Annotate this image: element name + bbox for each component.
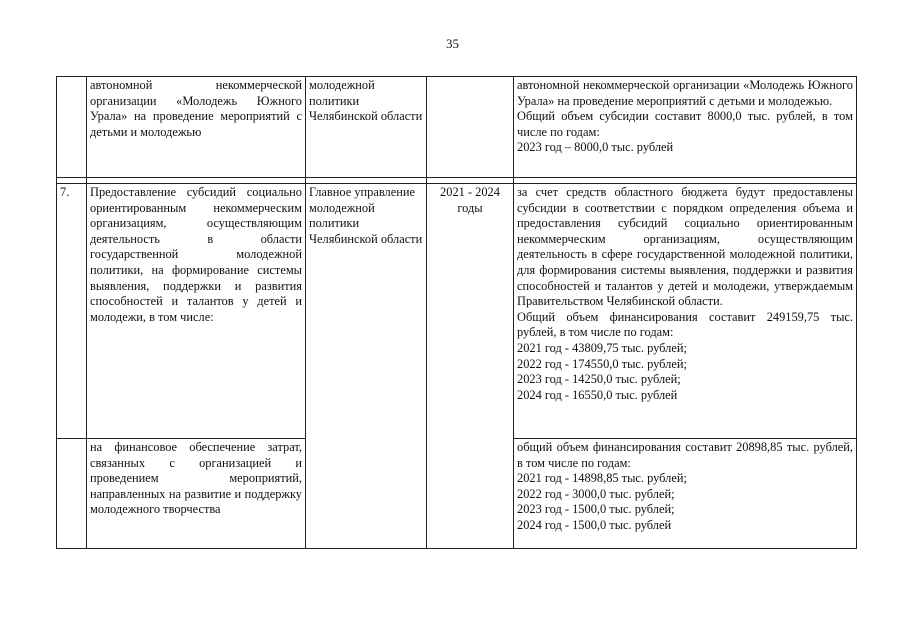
page-number: 35 <box>446 36 459 51</box>
row-number <box>57 439 87 549</box>
row-number: 7. <box>57 184 87 439</box>
event-description: Предоставление субсидий социально ориентированным некоммерческим организациям, осуществляющим деятельность в области государственной молодежной политики, на формирование системы выявления, поддержки и развития способностей и талантов у детей и молодежи, в том числе: <box>87 184 306 439</box>
result-text: 2023 год – 8000,0 тыс. рублей <box>517 140 674 155</box>
result-cell <box>514 439 857 549</box>
executor-cell: молодежной политики Челябинской области <box>306 77 427 178</box>
executor-cell: Главное управление молодежной политики Челябинской области <box>306 184 427 549</box>
result-cell <box>514 77 857 178</box>
program-table <box>56 76 857 549</box>
result-text: 2022 год - 174550,0 тыс. рублей; <box>517 356 687 371</box>
row-number <box>57 77 87 178</box>
result-text: 2021 год - 14898,85 тыс. рублей; <box>517 471 687 486</box>
table-row <box>57 184 857 439</box>
result-cell <box>514 184 857 439</box>
result-text: 2021 год - 43809,75 тыс. рублей; <box>517 340 687 355</box>
result-text: 2023 год - 14250,0 тыс. рублей; <box>517 372 681 387</box>
result-text: за счет средств областного бюджета будут предоставлены субсидии в соответствии с порядком определения объема и предоставления субсидий социально ориентированным некоммерческим организациям, осуществляющим деятельность в сфере государственной молодежной политики, для формирования системы выявления, поддержки и развития способностей и талантов у детей и молодежи, утверждаемым Правительством Челябинской области. <box>517 185 853 309</box>
result-text: автономной некоммерческой организации «Молодежь Южного Урала» на проведение мероприятий с детьми и молодежью. <box>517 78 853 108</box>
table-row <box>57 77 857 178</box>
result-text: 2022 год - 3000,0 тыс. рублей; <box>517 486 675 501</box>
result-text: Общий объем субсидии составит 8000,0 тыс. рублей, в том числе по годам: <box>517 109 853 139</box>
event-description: автономной некоммерческой организации «Молодежь Южного Урала» на проведение мероприятий с детьми и молодежью <box>87 77 306 178</box>
result-text: 2024 год - 16550,0 тыс. рублей <box>517 387 678 402</box>
event-description: на финансовое обеспечение затрат, связанных с организацией и проведением мероприятий, направленных на развитие и поддержку молодежного творчества <box>87 439 306 549</box>
result-text: общий объем финансирования составит 20898,85 тыс. рублей, в том числе по годам: <box>517 440 853 470</box>
period-cell: 2021 - 2024 годы <box>427 184 514 549</box>
result-text: 2024 год - 1500,0 тыс. рублей <box>517 517 672 532</box>
result-text: Общий объем финансирования составит 249159,75 тыс. рублей, в том числе по годам: <box>517 309 853 340</box>
result-text: 2023 год - 1500,0 тыс. рублей; <box>517 502 675 517</box>
period-cell <box>427 77 514 178</box>
